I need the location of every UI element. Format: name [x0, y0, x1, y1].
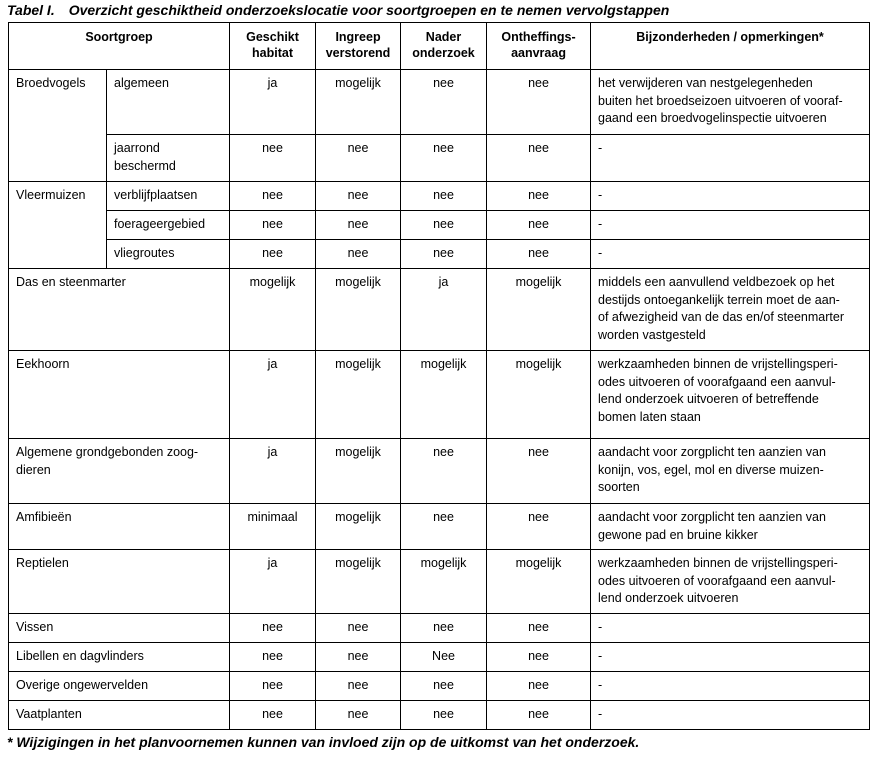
cell-ingreep: nee: [316, 135, 401, 182]
cell-opmerking: -: [591, 211, 870, 240]
cell-ontheffing: nee: [487, 439, 591, 504]
soortgroep-label: Algemene grondgebonden zoog- dieren: [9, 439, 230, 504]
cell-geschikt: nee: [230, 182, 316, 211]
cell-geschikt: nee: [230, 701, 316, 730]
cell-opmerking: het verwijderen van nestgelegenheden buiten het broedseizoen uitvoeren of vooraf- gaand een broedvogelinspectie uitvoeren: [591, 70, 870, 135]
cell-ingreep: mogelijk: [316, 439, 401, 504]
cell-ontheffing: nee: [487, 614, 591, 643]
cell-ingreep: mogelijk: [316, 70, 401, 135]
cell-opmerking: -: [591, 614, 870, 643]
cell-ontheffing: nee: [487, 135, 591, 182]
cell-nader: nee: [401, 240, 487, 269]
cell-nader: nee: [401, 701, 487, 730]
cell-ingreep: nee: [316, 182, 401, 211]
cell-geschikt: nee: [230, 211, 316, 240]
soortgroep-label: Libellen en dagvlinders: [9, 643, 230, 672]
cell-ingreep: nee: [316, 614, 401, 643]
cell-nader: Nee: [401, 643, 487, 672]
table-row: [9, 182, 870, 211]
cell-ingreep: nee: [316, 701, 401, 730]
cell-nader: ja: [401, 269, 487, 351]
cell-opmerking: aandacht voor zorgplicht ten aanzien van konijn, vos, egel, mol en diverse muizen- soorten: [591, 439, 870, 504]
group-label: Vleermuizen: [9, 182, 107, 269]
table-row: [9, 550, 870, 614]
subgroup-label: jaarrond beschermd: [107, 135, 230, 182]
soortgroep-label: Amfibieën: [9, 504, 230, 550]
header-ontheffingsaanvraag: Ontheffings- aanvraag: [487, 23, 591, 70]
table-row: [9, 643, 870, 672]
cell-ontheffing: nee: [487, 643, 591, 672]
cell-opmerking: -: [591, 672, 870, 701]
cell-ontheffing: nee: [487, 182, 591, 211]
cell-geschikt: mogelijk: [230, 269, 316, 351]
subgroup-label: verblijfplaatsen: [107, 182, 230, 211]
cell-geschikt: ja: [230, 439, 316, 504]
subgroup-label: vliegroutes: [107, 240, 230, 269]
table-row: [9, 614, 870, 643]
cell-geschikt: nee: [230, 672, 316, 701]
cell-ontheffing: nee: [487, 211, 591, 240]
cell-ingreep: nee: [316, 211, 401, 240]
table-row: [9, 439, 870, 504]
table-number: Tabel I.: [7, 2, 55, 18]
header-ingreep-verstorend: Ingreep verstorend: [316, 23, 401, 70]
table-row: [9, 269, 870, 351]
table-row: [9, 240, 870, 269]
cell-geschikt: ja: [230, 70, 316, 135]
soortgroep-label: Das en steenmarter: [9, 269, 230, 351]
cell-ontheffing: nee: [487, 672, 591, 701]
header-soortgroep: Soortgroep: [9, 23, 230, 70]
cell-geschikt: nee: [230, 135, 316, 182]
header-bijzonderheden: Bijzonderheden / opmerkingen*: [591, 23, 870, 70]
cell-opmerking: -: [591, 240, 870, 269]
cell-nader: nee: [401, 182, 487, 211]
cell-ontheffing: mogelijk: [487, 351, 591, 439]
table-row: [9, 135, 870, 182]
table-footnote: * Wijzigingen in het planvoornemen kunnen van invloed zijn op de uitkomst van het onderzoek.: [7, 734, 640, 750]
cell-ingreep: nee: [316, 240, 401, 269]
cell-opmerking: -: [591, 182, 870, 211]
cell-nader: nee: [401, 672, 487, 701]
table-title: Overzicht geschiktheid onderzoekslocatie voor soortgroepen en te nemen vervolgstappen: [68, 2, 670, 18]
table-row: [9, 504, 870, 550]
soortgroep-label: Reptielen: [9, 550, 230, 614]
soortgroep-label: Eekhoorn: [9, 351, 230, 439]
cell-geschikt: minimaal: [230, 504, 316, 550]
header-geschikt-habitat: Geschikt habitat: [230, 23, 316, 70]
cell-ontheffing: nee: [487, 240, 591, 269]
cell-geschikt: nee: [230, 614, 316, 643]
cell-nader: mogelijk: [401, 351, 487, 439]
cell-ontheffing: nee: [487, 701, 591, 730]
table-row: [9, 351, 870, 439]
cell-ontheffing: nee: [487, 504, 591, 550]
cell-nader: nee: [401, 135, 487, 182]
cell-opmerking: aandacht voor zorgplicht ten aanzien van gewone pad en bruine kikker: [591, 504, 870, 550]
soortgroep-label: Overige ongewervelden: [9, 672, 230, 701]
subgroup-label: algemeen: [107, 70, 230, 135]
table-row: [9, 70, 870, 135]
cell-ontheffing: mogelijk: [487, 269, 591, 351]
soortgroep-label: Vaatplanten: [9, 701, 230, 730]
cell-opmerking: middels een aanvullend veldbezoek op het destijds ontoegankelijk terrein moet de aan- of afwezigheid van de das en/of steenmarter worden vastgesteld: [591, 269, 870, 351]
cell-ontheffing: nee: [487, 70, 591, 135]
cell-nader: nee: [401, 70, 487, 135]
overview-table: [8, 22, 870, 730]
cell-nader: nee: [401, 439, 487, 504]
cell-ingreep: mogelijk: [316, 351, 401, 439]
table-row: [9, 701, 870, 730]
cell-nader: nee: [401, 614, 487, 643]
cell-geschikt: nee: [230, 643, 316, 672]
table-row: [9, 211, 870, 240]
cell-geschikt: nee: [230, 240, 316, 269]
cell-opmerking: werkzaamheden binnen de vrijstellingsperi- odes uitvoeren of voorafgaand een aanvul- lend onderzoek uitvoeren: [591, 550, 870, 614]
cell-geschikt: ja: [230, 550, 316, 614]
cell-opmerking: -: [591, 135, 870, 182]
cell-ingreep: nee: [316, 643, 401, 672]
header-row: [9, 23, 870, 70]
group-label: Broedvogels: [9, 70, 107, 182]
soortgroep-label: Vissen: [9, 614, 230, 643]
cell-ingreep: mogelijk: [316, 550, 401, 614]
cell-ingreep: mogelijk: [316, 504, 401, 550]
table-row: [9, 672, 870, 701]
cell-nader: nee: [401, 211, 487, 240]
header-nader-onderzoek: Nader onderzoek: [401, 23, 487, 70]
cell-opmerking: -: [591, 701, 870, 730]
cell-geschikt: ja: [230, 351, 316, 439]
table-caption: [7, 2, 871, 19]
cell-nader: nee: [401, 504, 487, 550]
cell-ingreep: nee: [316, 672, 401, 701]
cell-ingreep: mogelijk: [316, 269, 401, 351]
cell-nader: mogelijk: [401, 550, 487, 614]
cell-opmerking: -: [591, 643, 870, 672]
cell-ontheffing: mogelijk: [487, 550, 591, 614]
subgroup-label: foerageergebied: [107, 211, 230, 240]
cell-opmerking: werkzaamheden binnen de vrijstellingsperi- odes uitvoeren of voorafgaand een aanvul- lend onderzoek uitvoeren of betreffende bomen laten staan: [591, 351, 870, 439]
